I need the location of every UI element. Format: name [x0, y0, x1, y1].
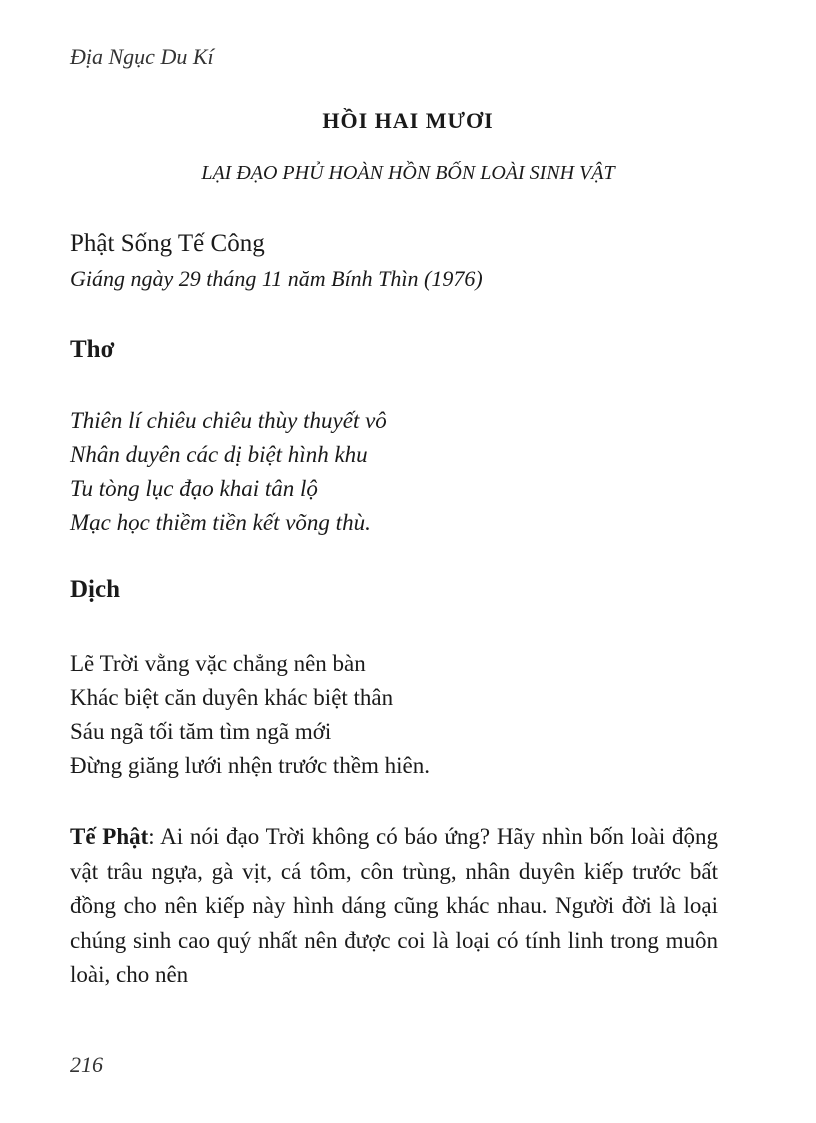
poem-line: Nhân duyên các dị biệt hình khu [70, 442, 368, 467]
poem-original [70, 404, 387, 540]
author-line: Phật Sống Tế Công [70, 230, 265, 257]
translation-line: Khác biệt căn duyên khác biệt thân [70, 685, 394, 710]
prose-text: : Ai nói đạo Trời không có báo ứng? Hãy nhìn bốn loài động vật trâu ngựa, gà vịt, cá tôm, côn trùng, nhân duyên kiếp trước bất đồng cho nên kiếp này hình dáng cũng khác nhau. Người đời là loại chúng sinh cao quý nhất nên được coi là loại có tính linh trong muôn loài, cho nên [70, 824, 718, 987]
date-line: Giáng ngày 29 tháng 11 năm Bính Thìn (1976) [70, 266, 483, 291]
translation-heading: Dịch [70, 576, 120, 603]
poem-line: Mạc học thiềm tiền kết võng thù. [70, 510, 371, 535]
poem-translation [70, 647, 430, 783]
running-head: Địa Ngục Du Kí [70, 44, 214, 69]
poem-line: Tu tòng lục đạo khai tân lộ [70, 476, 318, 501]
speaker-name: Tế Phật [70, 824, 149, 849]
chapter-title: HỒI HAI MƯƠI [322, 108, 494, 133]
translation-line: Đừng giăng lưới nhện trước thềm hiên. [70, 753, 431, 778]
prose-paragraph [70, 820, 718, 993]
translation-line: Lẽ Trời vằng vặc chẳng nên bàn [70, 651, 366, 676]
chapter-subtitle: LẠI ĐẠO PHỦ HOÀN HỒN BỐN LOÀI SINH VẬT [201, 162, 615, 184]
translation-line: Sáu ngã tối tăm tìm ngã mới [70, 719, 332, 744]
page-number: 216 [70, 1052, 103, 1077]
poem-heading: Thơ [70, 336, 115, 363]
poem-line: Thiên lí chiêu chiêu thùy thuyết vô [70, 408, 387, 433]
